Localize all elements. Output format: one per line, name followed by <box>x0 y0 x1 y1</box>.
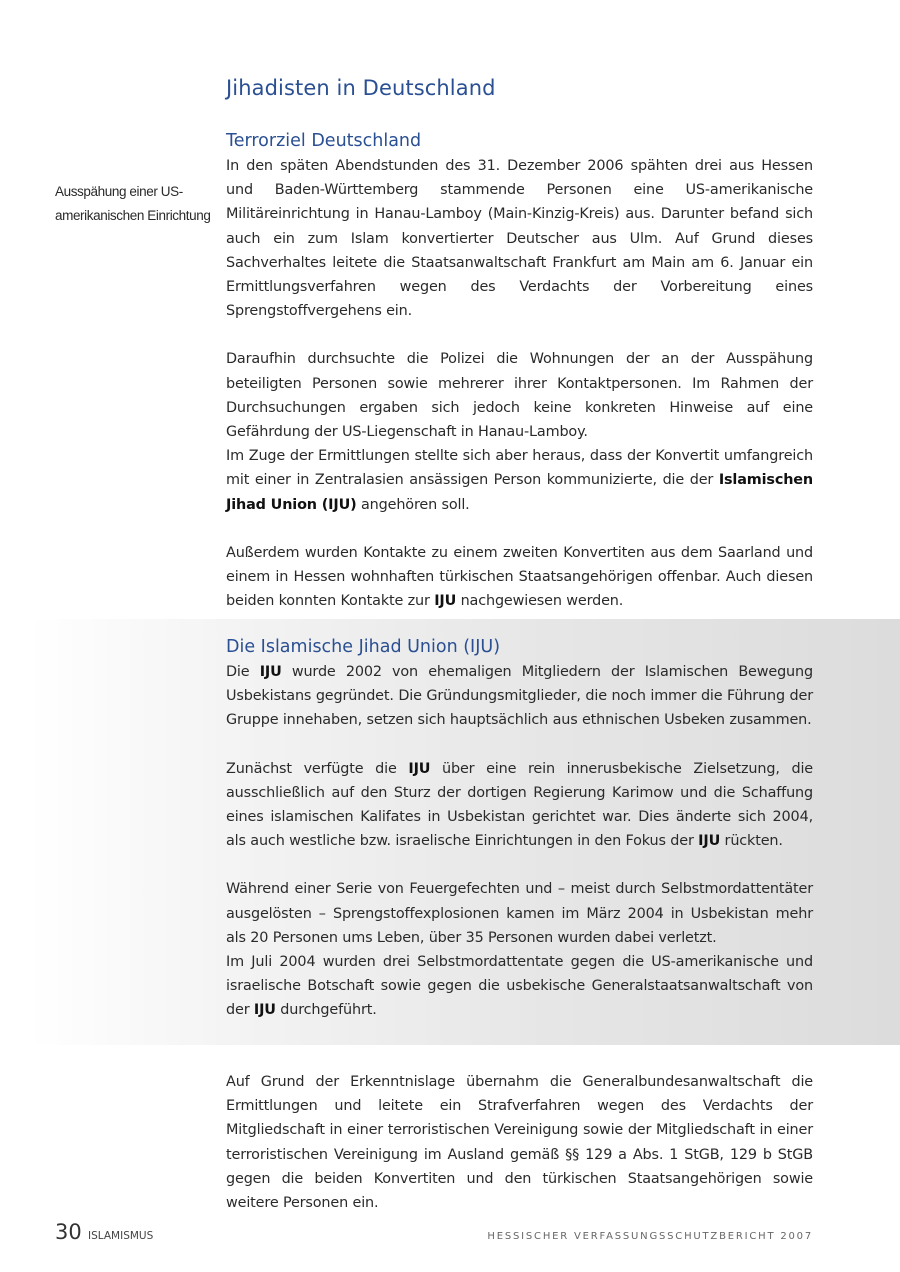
paragraph: Im Juli 2004 wurden drei Selbstmordattentate gegen die US-amerikanische und israelische Botschaft sowie gegen die usbekische Generalstaatsanwaltschaft von der IJU durchgeführt. <box>226 954 813 1019</box>
section-ermittlungen <box>226 1070 813 1215</box>
bold-term: IJU <box>698 833 721 850</box>
margin-note: Ausspähung einer US-amerikanischen Einrichtung <box>55 184 211 223</box>
bold-term: Islamischen Jihad Union (IJU) <box>226 472 813 513</box>
bold-term: IJU <box>259 664 282 680</box>
paragraph: Auf Grund der Erkenntnislage übernahm die Generalbundesanwaltschaft die Ermittlungen und leitete ein Strafverfahren wegen des Verdachts der Mitgliedschaft in einer terroristischen Vereinigung sowie der Mitgliedschaft in einer terroristischen Vereinigung im Ausland gemäß §§ 129 a Abs. 1 StGB, 129 b StGB gegen die beiden Konvertiten und den türkischen Staatsangehörigen sowie weitere Personen ein. <box>226 1074 813 1212</box>
section-terrorziel <box>226 128 813 613</box>
paragraph: Daraufhin durchsuchte die Polizei die Wohnungen der an der Ausspähung beteiligten Personen sowie mehrerer ihrer Kontaktpersonen. Im Rahmen der Durchsuchungen ergaben sich jedoch keine konkreten Hinweise auf eine Gefährdung der US-Liegenschaft in Hanau-Lamboy. <box>226 351 813 441</box>
footer-section-label: ISLAMISMUS <box>88 1230 154 1242</box>
paragraph: In den späten Abendstunden des 31. Dezember 2006 spähten drei aus Hessen und Baden-Württemberg stammende Personen eine US-amerikanische Militäreinrichtung in Hanau-Lamboy (Main-Kinzig-Kreis) aus. Darunter befand sich auch ein zum Islam konvertierter Deutscher aus Ulm. Auf Grund dieses Sachverhaltes leitete die Staatsanwaltschaft Frankfurt am Main am 6. Januar ein Ermittlungsverfahren wegen des Verdachts der Vorbereitung eines Sprengstoffvergehens ein. <box>226 158 813 320</box>
bold-term: IJU <box>253 1002 276 1019</box>
paragraph: Außerdem wurden Kontakte zu einem zweiten Konvertiten aus dem Saarland und einem in Hessen wohnhaften türkischen Staatsangehörigen offenbar. Auch diesen beiden konnten Kontakte zur IJU nachgewiesen werden. <box>226 544 813 610</box>
bold-term: IJU <box>408 760 431 777</box>
page-title: Jihadisten in Deutschland <box>226 76 496 100</box>
paragraph: Während einer Serie von Feuergefechten und – meist durch Selbstmordattentäter ausgelösten – Sprengstoffexplosionen kamen im März 2004 in Usbekistan mehr als 20 Personen ums Leben, über 35 Personen wurden dabei verletzt. <box>226 881 813 946</box>
paragraph: Zunächst verfügte die IJU über eine rein innerusbekische Zielsetzung, die ausschließlich auf den Sturz der dortigen Regierung Karimow und die Schaffung eines islamischen Kalifates in Usbekistan gerichtet war. Dies änderte sich 2004, als auch westliche bzw. israelische Einrichtungen in den Fokus der IJU rückten. <box>226 760 813 850</box>
paragraph: Im Zuge der Ermittlungen stellte sich aber heraus, dass der Konvertit umfangreich mit einer in Zentralasien ansässigen Person kommunizierte, die der Islamischen Jihad Union (IJU) angehören soll. <box>226 448 813 513</box>
footer-report-title: HESSISCHER VERFASSUNGSSCHUTZBERICHT 2007 <box>487 1231 813 1242</box>
page-number: 30 <box>55 1220 82 1244</box>
section-heading-terrorziel: Terrorziel Deutschland <box>226 131 422 151</box>
paragraph: Die IJU wurde 2002 von ehemaligen Mitgliedern der Islamischen Bewegung Usbekistans gegründet. Die Gründungsmitglieder, die noch immer die Führung der Gruppe innehaben, setzen sich hauptsächlich aus ethnischen Usbeken zusammen. <box>226 664 813 729</box>
section-heading-iju: Die Islamische Jihad Union (IJU) <box>226 637 501 657</box>
section-iju <box>226 634 813 1023</box>
bold-term: IJU <box>434 593 457 610</box>
